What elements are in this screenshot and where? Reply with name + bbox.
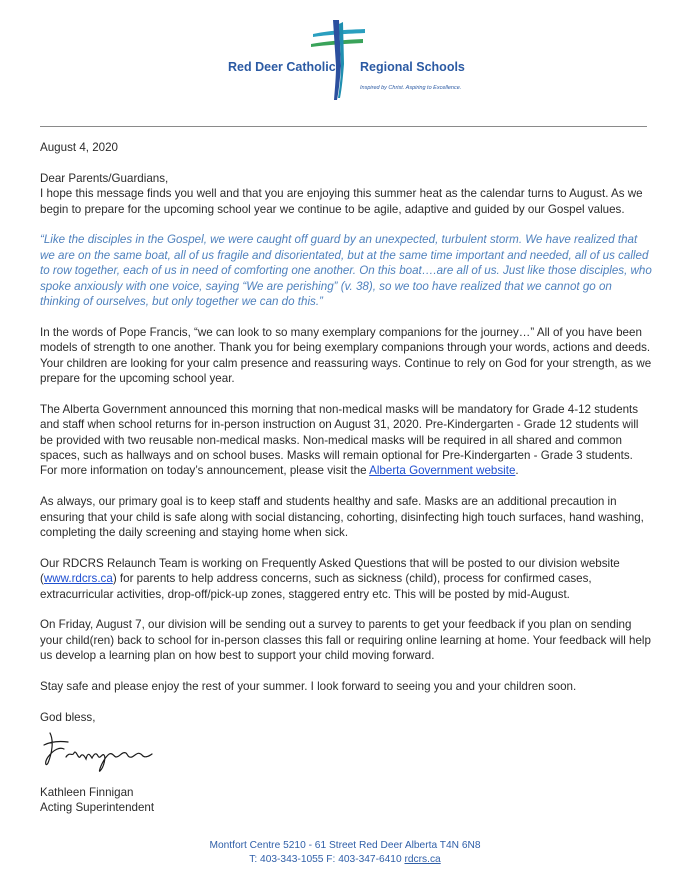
header-divider <box>40 126 647 127</box>
footer-phones: T: 403-343-1055 F: 403-347-6410 <box>249 854 405 865</box>
letter-date: August 4, 2020 <box>40 141 118 154</box>
paragraph-mask-announcement <box>40 402 652 479</box>
alberta-government-link[interactable]: Alberta Government website <box>369 464 516 478</box>
paragraph-intro: I hope this message finds you well and that you are enjoying this summer heat as the calendar turns to August. As we begin to prepare for the upcoming school year we continue to be agile, adaptive and guided by our Gospel values. <box>40 187 643 216</box>
division-website-link[interactable]: www.rdcrs.ca <box>43 572 113 586</box>
letterhead <box>0 0 690 110</box>
faq-text-end: ) for parents to help address concerns, such as sickness (child), process for confirmed cases, extracurricular activities, drop-off/pick-up zones, staggered entry etc. This will be posted by mid-August. <box>40 572 592 601</box>
footer-address: Montfort Centre 5210 - 61 Street Red Deer Alberta T4N 6N8 <box>209 840 481 851</box>
org-tagline: Inspired by Christ. Aspiring to Excellence. <box>360 85 462 91</box>
paragraph-safety: As always, our primary goal is to keep staff and students healthy and safe. Masks are an additional precaution in ensuring that your child is safe along with social distancing, cohorting, disinfecting high touch surfaces, hand washing, completing the daily screening and staying home when sick. <box>40 495 644 540</box>
mask-announcement-end: . <box>515 464 519 478</box>
letter-body <box>40 140 652 741</box>
letter-footer <box>0 839 690 867</box>
org-name-right: Regional Schools <box>360 60 465 74</box>
mask-announcement-text: The Alberta Government announced this morning that non-medical masks will be mandatory for Grade 4-12 students and staff when school returns for in-person instruction on August 31, 2020. Pre-Kindergarten - Grade 12 students will be provided with two reusable non-medical masks. Non-medical masks will be required in all shared and common spaces, such as hallways and on school buses. Masks will remain optional for Pre-Kindergarten - Grade 3 students. For more information on today’s announcement, please visit the <box>40 402 639 478</box>
paragraph-pope-francis: In the words of Pope Francis, “we can look to so many exemplary companions for the journey…” All of you have been models of strength to one another. Thank you for being exemplary companions through your words, actions and deeds. Your children are looking for your calm presence and reassuring ways. Continue to rely on God for your strength, as we prepare for the upcoming school year. <box>40 325 652 386</box>
faq-text-start: Our RDCRS Relaunch Team is working on Frequently Asked Questions that will be posted to our division website ( <box>40 556 620 586</box>
paragraph-closing: Stay safe and please enjoy the rest of your summer. I look forward to seeing you and your children soon. <box>40 680 577 694</box>
footer-website-link[interactable]: rdcrs.ca <box>404 854 441 865</box>
org-name-left: Red Deer Catholic <box>228 60 336 74</box>
handwritten-signature <box>40 727 160 773</box>
signatory-title: Acting Superintendent <box>40 801 155 815</box>
paragraph-faq <box>40 556 652 602</box>
salutation: Dear Parents/Guardians, <box>40 171 169 185</box>
signatory-block <box>40 785 154 816</box>
closing-blessing: God bless, <box>40 710 96 724</box>
footer-contact <box>0 853 690 867</box>
paragraph-survey: On Friday, August 7, our division will be sending out a survey to parents to get your feedback if you plan on sending your child(ren) back to school for in-person classes this fall or requiring online learning at home. Your feedback will help us develop a learning plan on how best to support your child moving forward. <box>40 618 651 663</box>
gospel-quote: “Like the disciples in the Gospel, we were caught off guard by an unexpected, turbulent storm. We have realized that we are on the same boat, all of us fragile and disorientated, but at the same time important and needed, all of us called to row together, each of us in need of comforting one another. On this boat….are all of us. Just like those disciples, who spoke anxiously with one voice, saying “We are perishing” (v. 38), so we too have realized that we cannot go on thinking of ourselves, but only together we can do this.” <box>40 233 652 309</box>
signatory-name: Kathleen Finnigan <box>40 786 134 799</box>
